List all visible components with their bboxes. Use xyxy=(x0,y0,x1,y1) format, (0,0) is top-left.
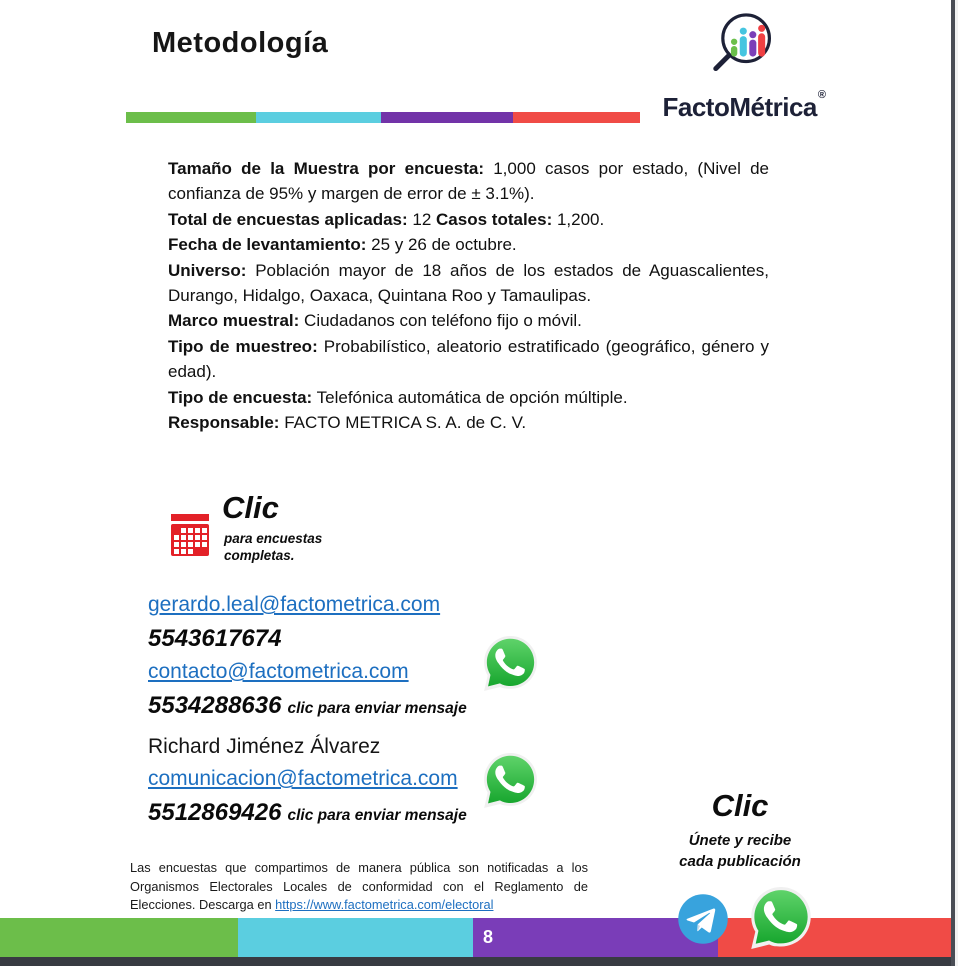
item-text: FACTO METRICA S. A. de C. V. xyxy=(279,413,527,433)
item-text: Probabilístico, aleatorio estratificado (geográfico, género y edad). xyxy=(168,336,769,382)
phone-number-2[interactable] xyxy=(148,692,467,720)
download-prefix: Descarga en xyxy=(199,897,276,912)
accent-purple xyxy=(381,112,513,123)
clic-subline2: completas. xyxy=(224,548,295,563)
item-text: 1,000 casos por estado, (Nivel de confianza de 95% y margen de error de ± 3.1%). xyxy=(168,159,769,204)
accent-cyan xyxy=(256,112,381,123)
item-text: Ciudadanos con teléfono fijo o móvil. xyxy=(299,311,582,331)
clic-sublabel xyxy=(224,530,354,564)
subscribe-sublabel xyxy=(660,830,820,872)
subscribe-line2: cada publicación xyxy=(679,853,801,870)
calendar-icon[interactable] xyxy=(170,512,210,558)
accent-cyan xyxy=(238,918,473,957)
email-link-comunicacion[interactable]: comunicacion@factometrica.com xyxy=(148,767,458,790)
methodology-item xyxy=(168,207,769,232)
contact-block-primary xyxy=(148,593,467,727)
footer-disclaimer xyxy=(130,859,588,915)
methodology-item xyxy=(168,232,769,257)
magnifier-barchart-icon xyxy=(684,2,804,90)
clic-label[interactable]: Clic xyxy=(222,490,279,525)
phone-digits: 5534288636 xyxy=(148,692,282,719)
electoral-link[interactable]: https://www.factometrica.com/electoral xyxy=(275,897,494,912)
email-link-gerardo[interactable]: gerardo.leal@factometrica.com xyxy=(148,593,441,616)
subscribe-line1: Únete y recibe xyxy=(688,832,792,849)
whatsapp-icon[interactable] xyxy=(484,753,537,808)
email-link-contacto[interactable]: contacto@factometrica.com xyxy=(148,660,409,683)
contact-person-name: Richard Jiménez Álvarez xyxy=(148,735,381,758)
factometrica-logo xyxy=(656,2,832,120)
item-label: Universo: xyxy=(168,260,247,280)
registered-mark: ® xyxy=(817,89,826,101)
item-label: Total de encuestas aplicadas: xyxy=(168,209,408,229)
item-label: Tipo de muestreo: xyxy=(168,336,318,356)
methodology-text xyxy=(168,156,769,435)
methodology-item xyxy=(168,410,769,435)
page-number: 8 xyxy=(483,927,494,947)
phone-number-1: 5543617674 xyxy=(148,625,282,652)
item-text: 1,200. xyxy=(552,209,605,229)
brand-text: FactoMétrica xyxy=(662,92,817,122)
clic-subline1: para encuestas xyxy=(224,531,323,546)
whatsapp-hint: clic para enviar mensaje xyxy=(287,807,467,824)
brand-name xyxy=(656,90,832,120)
phone-number-3[interactable] xyxy=(148,799,467,827)
clic-label[interactable]: Clic xyxy=(711,788,769,823)
methodology-item xyxy=(168,156,769,207)
whatsapp-icon[interactable] xyxy=(484,636,537,691)
item-text: 12 xyxy=(407,209,437,229)
item-label: Tipo de encuesta: xyxy=(168,387,313,407)
methodology-item xyxy=(168,308,769,333)
whatsapp-hint: clic para enviar mensaje xyxy=(287,700,467,717)
item-text: Población mayor de 18 años de los estados de Aguascalientes, Durango, Hidalgo, Oaxaca, Quintana Roo y Tamaulipas. xyxy=(168,260,769,306)
page-title: Metodología xyxy=(152,27,329,59)
item-label: Tamaño de la Muestra por encuesta: xyxy=(168,159,484,178)
item-label: Casos totales: xyxy=(436,209,553,229)
contact-block-secondary xyxy=(148,735,467,834)
item-label: Fecha de levantamiento: xyxy=(168,235,367,255)
methodology-item xyxy=(168,258,769,309)
subscribe-cta xyxy=(660,788,820,872)
methodology-item xyxy=(168,385,769,410)
methodology-item xyxy=(168,334,769,385)
accent-bar-top xyxy=(126,112,640,123)
whatsapp-icon[interactable] xyxy=(751,887,811,949)
item-text: 25 y 26 de octubre. xyxy=(366,235,517,255)
item-label: Responsable: xyxy=(168,413,280,433)
item-label: Marco muestral: xyxy=(168,311,300,331)
accent-green xyxy=(0,918,238,957)
item-text: Telefónica automática de opción múltiple. xyxy=(312,387,628,407)
window-bottom-edge xyxy=(0,957,958,966)
disclaimer-text: Las encuestas que compartimos de manera pública son notificadas a los Organismos Electorales Locales de conformidad con el Reglamento de Elecciones. xyxy=(130,860,588,912)
accent-bar-bottom xyxy=(0,918,958,957)
phone-digits: 5512869426 xyxy=(148,799,282,826)
accent-green xyxy=(126,112,256,123)
accent-red xyxy=(513,112,640,123)
telegram-icon[interactable] xyxy=(676,892,730,946)
